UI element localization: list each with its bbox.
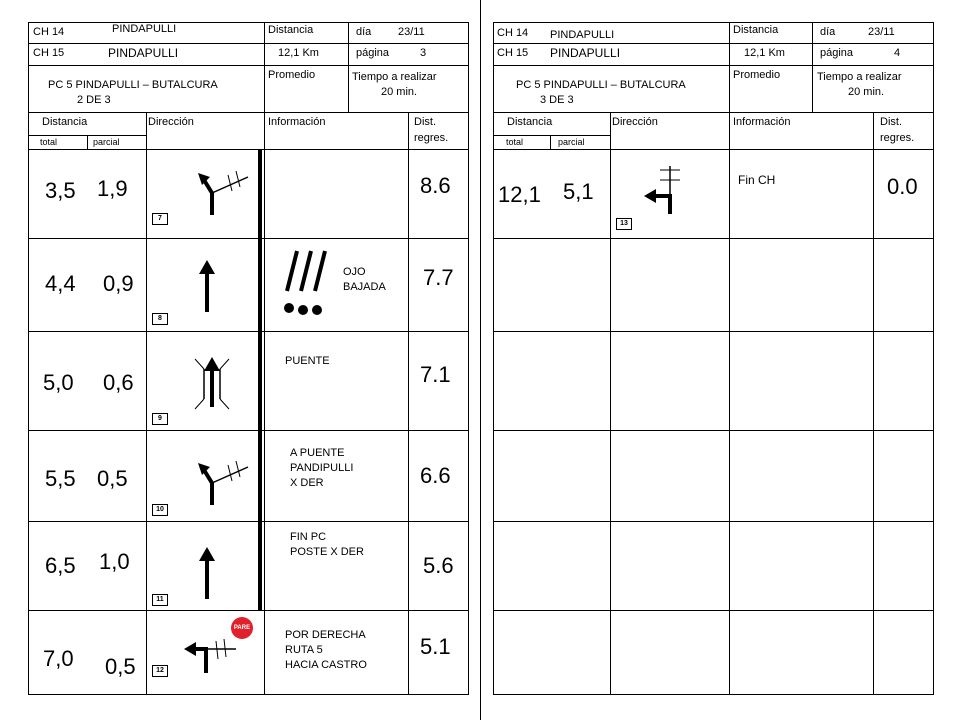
row-9-number: 9 — [152, 413, 168, 425]
col-direction: Dirección — [148, 116, 194, 128]
time-label: Tiempo a realizar — [352, 71, 437, 83]
row-13-regres: 0.0 — [887, 174, 918, 199]
row-11-regres: 5.6 — [423, 553, 454, 578]
row-12-regres: 5.1 — [420, 634, 451, 659]
col-total: total — [506, 137, 524, 147]
bridge-icon — [190, 355, 235, 410]
ch-start-label: CH 14 — [33, 26, 65, 38]
col-direction: Dirección — [612, 116, 658, 128]
stop-sign-text: PARE — [233, 625, 251, 631]
col-info: Información — [733, 116, 791, 128]
row-7-partial: 1,9 — [97, 176, 128, 201]
row-13-number: 13 — [616, 218, 632, 230]
day-value: 23/11 — [868, 26, 895, 38]
col-info: Información — [268, 116, 326, 128]
distance-label: Distancia — [733, 24, 779, 36]
page-label: página — [820, 47, 854, 59]
row-8-info: OJO BAJADA — [343, 266, 386, 293]
row-7-total: 3,5 — [45, 178, 76, 203]
straight-arrow-icon — [195, 545, 219, 601]
row-8-total: 4,4 — [45, 271, 76, 296]
col-distance: Distancia — [42, 116, 88, 128]
turn-left-fork-icon — [190, 455, 250, 510]
page-label: página — [356, 47, 390, 59]
row-10-total: 5,5 — [45, 466, 76, 491]
pc-title: PC 5 PINDAPULLI – BUTALCURA — [516, 79, 686, 91]
row-11-number: 11 — [152, 594, 168, 606]
turn-left-fork-icon — [190, 165, 250, 220]
row-8-number: 8 — [152, 313, 168, 325]
col-regres-2: regres. — [414, 132, 449, 144]
straight-arrow-icon — [195, 258, 219, 314]
row-13-info: Fin CH — [738, 173, 776, 187]
pc-subtitle: 3 DE 3 — [540, 94, 574, 106]
col-partial: parcial — [93, 137, 120, 147]
turn-left-tee-icon — [180, 633, 240, 678]
ch-end-name: PINDAPULLI — [108, 46, 179, 60]
ch-end-label: CH 15 — [33, 47, 65, 59]
row-9-regres: 7.1 — [420, 362, 451, 387]
row-11-total: 6,5 — [45, 553, 76, 578]
time-label: Tiempo a realizar — [817, 71, 902, 83]
pc-title: PC 5 PINDAPULLI – BUTALCURA — [48, 79, 218, 91]
page-number: 4 — [894, 47, 901, 59]
distance-value: 12,1 Km — [278, 47, 319, 59]
col-distance: Distancia — [507, 116, 553, 128]
row-12-info: POR DERECHA RUTA 5 HACIA CASTRO — [285, 629, 367, 671]
col-regres-1: Dist. — [880, 116, 902, 128]
stop-sign-icon — [231, 617, 253, 639]
highlight-bar — [258, 150, 262, 610]
row-11-info: FIN PC POSTE X DER — [290, 531, 364, 558]
pc-subtitle: 2 DE 3 — [77, 94, 111, 106]
row-10-regres: 6.6 — [420, 463, 451, 488]
row-10-partial: 0,5 — [97, 466, 128, 491]
row-11-partial: 1,0 — [99, 549, 130, 574]
row-10-number: 10 — [152, 504, 168, 516]
day-label: día — [356, 26, 372, 38]
average-label: Promedio — [268, 69, 316, 81]
row-9-info: PUENTE — [285, 355, 330, 367]
ch-end-label: CH 15 — [497, 47, 529, 59]
row-9-partial: 0,6 — [103, 370, 134, 395]
row-10-info: A PUENTE PANDIPULLI X DER — [290, 447, 354, 489]
ch-end-name: PINDAPULLI — [550, 46, 621, 60]
col-regres-1: Dist. — [414, 116, 436, 128]
row-12-total: 7,0 — [43, 646, 74, 671]
row-8-partial: 0,9 — [103, 271, 134, 296]
turn-left-finish-icon — [640, 162, 690, 218]
row-12-number: 12 — [152, 665, 168, 677]
distance-label: Distancia — [268, 24, 314, 36]
caution-marks-icon — [281, 243, 341, 318]
row-9-total: 5,0 — [43, 370, 74, 395]
ch-start-name: PINDAPULLI — [550, 29, 615, 41]
page-divider — [480, 0, 481, 720]
ch-start-name: PINDAPULLI — [112, 23, 177, 35]
average-label: Promedio — [733, 69, 781, 81]
day-label: día — [820, 26, 836, 38]
row-7-regres: 8.6 — [420, 173, 451, 198]
row-12-partial: 0,5 — [105, 654, 136, 679]
row-8-regres: 7.7 — [423, 265, 454, 290]
row-13-partial: 5,1 — [563, 179, 594, 204]
time-value: 20 min. — [848, 86, 885, 98]
row-7-number: 7 — [152, 213, 168, 225]
col-partial: parcial — [558, 137, 585, 147]
col-total: total — [40, 137, 58, 147]
time-value: 20 min. — [381, 86, 418, 98]
page-number: 3 — [420, 47, 427, 59]
ch-start-label: CH 14 — [497, 27, 529, 39]
distance-value: 12,1 Km — [744, 47, 785, 59]
day-value: 23/11 — [398, 26, 425, 38]
row-13-total: 12,1 — [498, 182, 541, 207]
col-regres-2: regres. — [880, 132, 915, 144]
